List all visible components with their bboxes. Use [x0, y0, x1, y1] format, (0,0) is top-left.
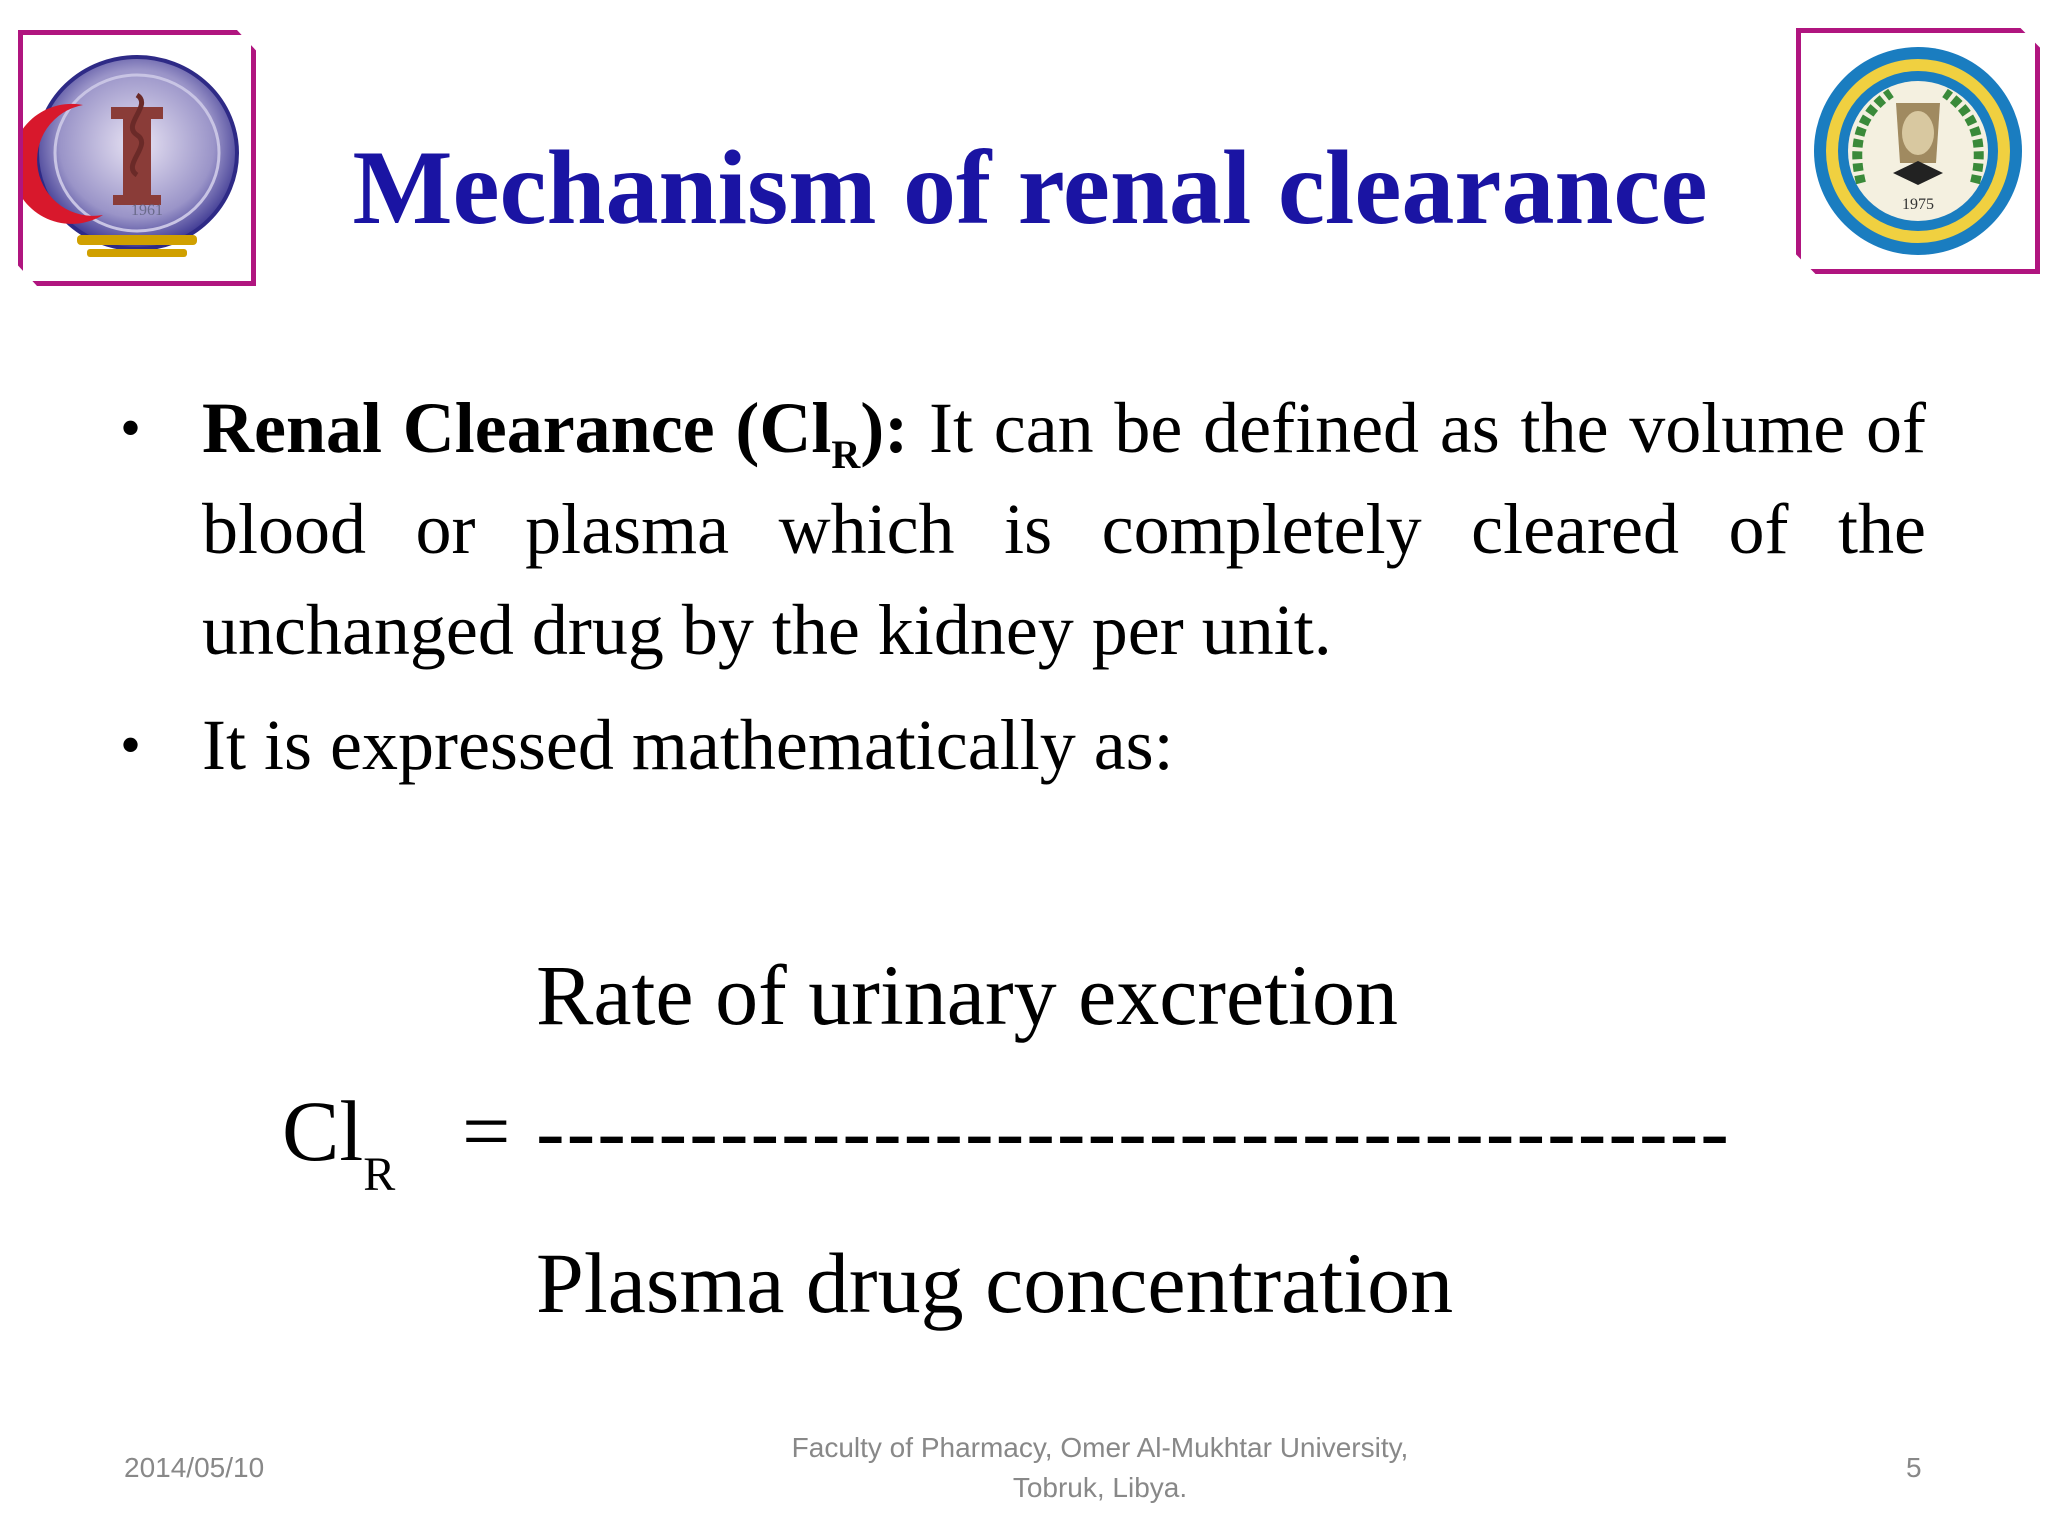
university-seal-icon: [1801, 33, 2035, 269]
formula-lhs-symbol: Cl: [282, 1083, 364, 1179]
bullet-list: [120, 378, 1926, 796]
footer-institution: [700, 1428, 1500, 1508]
term-subscript: R: [831, 432, 861, 477]
bullet-dot: •: [120, 395, 142, 461]
formula-fraction-line: = ---------------------------------------: [462, 1083, 1731, 1179]
formula-lhs-subscript: R: [363, 1148, 396, 1201]
university-logo: [1796, 28, 2040, 274]
footer-institution-line1: Faculty of Pharmacy, Omer Al-Mukhtar University,: [791, 1432, 1409, 1463]
term-suffix: ):: [860, 388, 909, 468]
formula-denominator: Plasma drug concentration: [536, 1235, 1454, 1331]
footer-page-number: 5: [1906, 1452, 1922, 1483]
logo-year-text: 1961: [131, 202, 163, 219]
footer-institution-line2: Tobruk, Libya.: [1012, 1472, 1188, 1503]
bullet-2-text: It is expressed mathematically as:: [202, 705, 1174, 785]
seal-year-text: 1975: [1902, 196, 1934, 213]
bullet-1-text: [202, 378, 1926, 681]
renal-clearance-formula: [270, 940, 1790, 1340]
faculty-logo: [18, 30, 256, 286]
footer-date: 2014/05/10: [124, 1452, 265, 1483]
definition-text: It can be defined as the volume of blood or plasma which is completely cleared of the unchanged drug by the kidney per unit.: [202, 388, 1926, 670]
term-text: Renal Clearance (Cl: [202, 388, 832, 468]
bullet-expressed: [120, 695, 1926, 796]
bullet-dot: •: [120, 712, 142, 778]
slide-title: Mechanism of renal clearance: [352, 129, 1708, 246]
formula-lhs: [282, 1083, 396, 1201]
bullet-renal-clearance: [120, 378, 1926, 681]
term-renal-clearance: [202, 388, 909, 477]
formula-numerator: Rate of urinary excretion: [536, 947, 1399, 1043]
faculty-emblem-icon: [23, 35, 251, 281]
